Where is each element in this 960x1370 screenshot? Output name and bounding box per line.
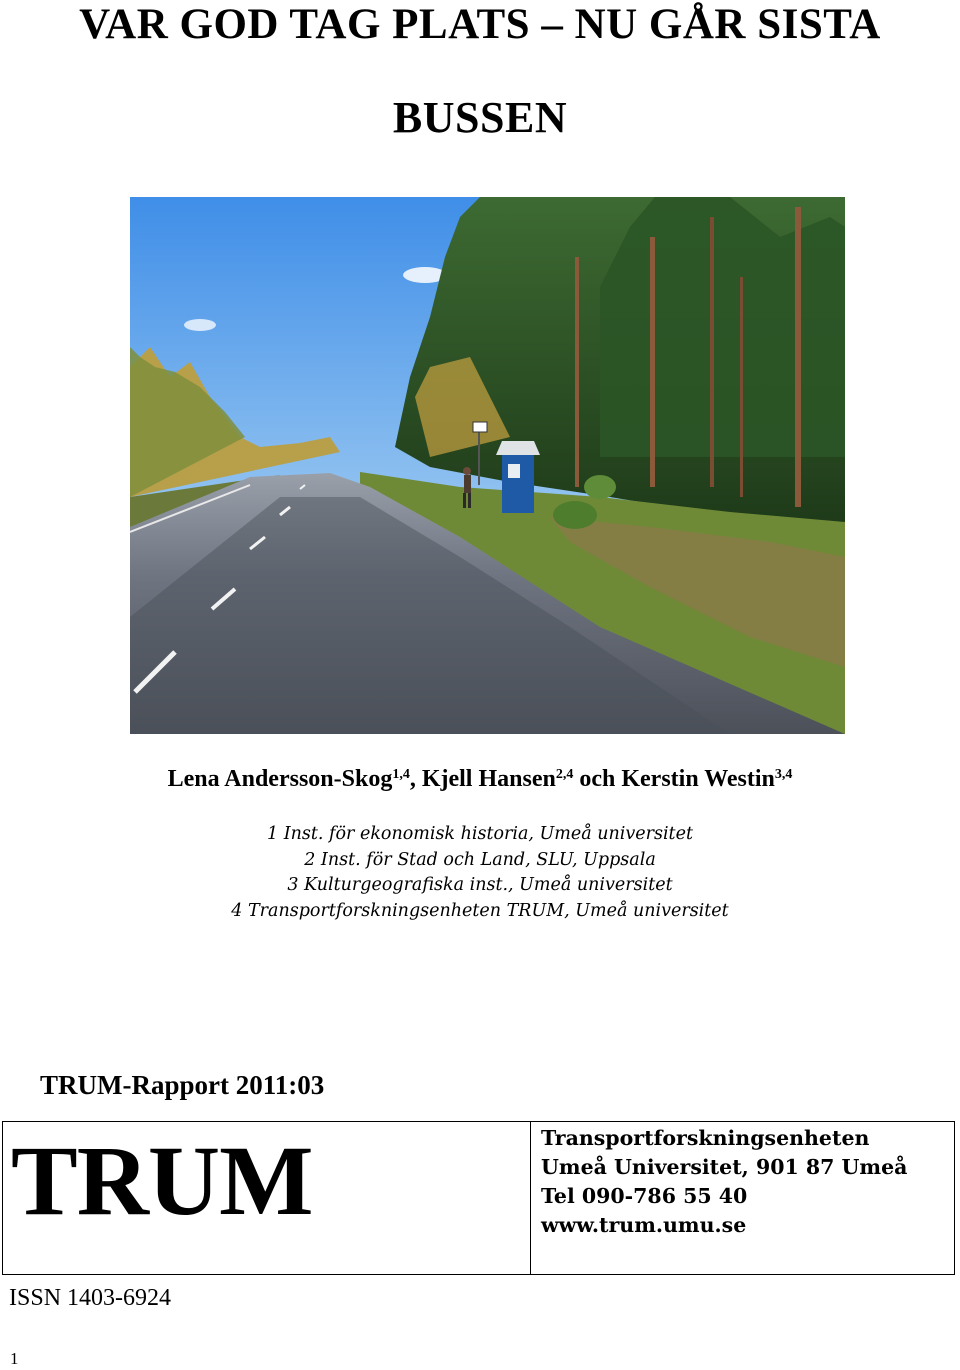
info-box-divider	[530, 1122, 531, 1274]
affiliation-item: 1 Inst. för ekonomisk historia, Umeå universitet	[267, 824, 693, 844]
page-number: 1	[10, 1349, 19, 1368]
authors-line	[0, 766, 960, 793]
contact-phone: Tel 090-786 55 40	[541, 1184, 748, 1208]
author-name: Lena Andersson-Skog	[167, 766, 393, 792]
publisher-info-box	[2, 1121, 955, 1275]
report-number: TRUM-Rapport 2011:03	[40, 1070, 325, 1100]
author-affiliation-marker: 2,4	[555, 767, 574, 782]
author-separator: ,	[409, 766, 422, 792]
title-line-1: VAR GOD TAG PLATS – NU GÅR SISTA	[79, 1, 881, 48]
author-affiliation-marker: 3,4	[774, 767, 793, 782]
author-separator: och	[573, 766, 622, 792]
issn-number: ISSN 1403-6924	[9, 1285, 172, 1311]
affiliations-list	[0, 822, 960, 924]
author-name: Kerstin Westin	[621, 766, 775, 792]
affiliation-item: 4 Transportforskningsenheten TRUM, Umeå universitet	[231, 900, 729, 921]
contact-block	[541, 1124, 907, 1240]
author-name: Kjell Hansen	[421, 766, 556, 792]
contact-website: www.trum.umu.se	[541, 1213, 747, 1237]
affiliation-item: 3 Kulturgeografiska inst., Umeå universitet	[287, 875, 673, 895]
contact-unit: Transportforskningsenheten	[541, 1126, 870, 1150]
cover-photo	[130, 197, 845, 734]
contact-address: Umeå Universitet, 901 87 Umeå	[541, 1155, 908, 1179]
author-affiliation-marker: 1,4	[392, 767, 410, 782]
trum-logo-text: TRUM	[11, 1125, 313, 1236]
title-line-2: BUSSEN	[392, 93, 568, 142]
affiliation-item: 2 Inst. för Stad och Land, SLU, Uppsala	[304, 849, 656, 870]
